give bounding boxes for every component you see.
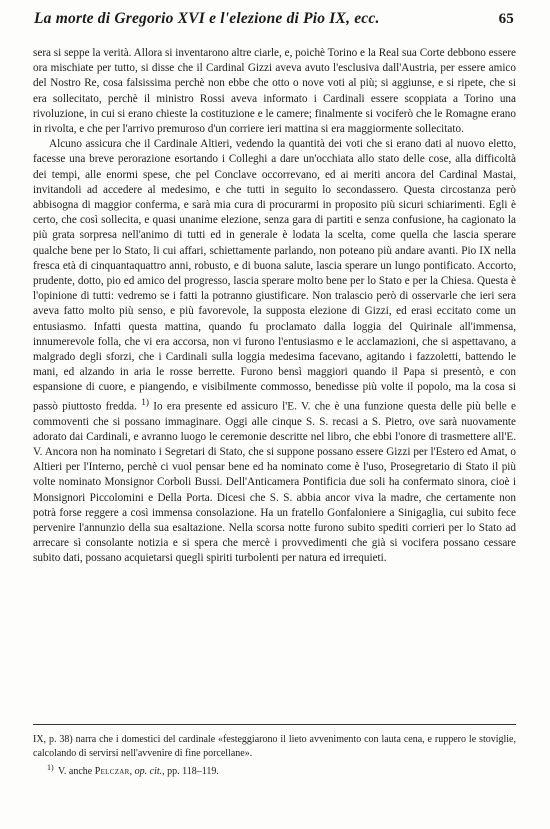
footnote-number: 1)	[47, 762, 54, 772]
footnotes	[33, 733, 516, 779]
running-title: La morte di Gregorio XVI e l'elezione di Pio IX, ecc.	[34, 10, 380, 27]
footnote-work: op. cit.,	[134, 766, 165, 778]
paragraph: sera si seppe la verità. Allora si inventarono altre ciarle, e, poichè Torino e la Real sua Corte debbono essere ora mischiate per tutto, si disse che il Cardinal Gizzi aveva avuto l'esclusiva dall'Austria, per essere amico del Nostro Re, cosa falsissima perchè non ebbe che otto o nove voti al più; si aggiunse, e si ripete, che si era sollecitato, perchè il ministro Rossi aveva informato i Cardinali essere scoppiata a Torino una rivoluzione, in cui si erano chieste la costituzione e le camere; finalmente si vociferò che le Romagne erano in rivolta, e che per l'arrivo premuroso d'un corriere ieri mattina si era maggiormente sollecitato.	[33, 47, 517, 136]
main-text	[33, 46, 516, 567]
running-header	[34, 10, 514, 28]
paragraph-text: Alcuno assicura che il Cardinale Altieri, vedendo la quantità dei voti che si erano dati al nuovo eletto, facesse una breve perorazione esortando i Colleghi a dare un'occhiata allo stato delle cose, alla difficoltà dei tempi, alle enormi spese, che pel Conclave occorrevano, ed ai meriti ancora del Cardinal Mastai, invitandoli ad accedere al medesimo, e che tutti in seguito lo secondassero. Questa circostanza però abbisogna di maggior conferma, e sarà mia cura di procurarmi in proposito più sicuri schiarimenti. Egli è certo, che così sollecita, e quasi unanime elezione, senza gara di partiti e senza confusione, ha cagionato la più grata sorpresa nell'animo di tutti ed in generale è lodata la scelta, come quella che lascia sperare qualche bene per lo Stato, li cui affari, schiettamente parlando, non poteano più andare avanti. Pio IX nella fresca età di cinquantaquattro anni, robusto, e di buona salute, lascia sperare un lungo pontificato. Accorto, prudente, dotto, pio ed amico del progresso, lascia sperare molto bene per lo Stato e per la Chiesa. Questa è l'opinione di tutti: vedremo se i fatti la potranno giustificare. Non tralascio però di osservarle che ieri sera aveva fatto molto più senso, e più favorevole, la supposta elezione di Gizzi, ed erasi eccitato come un entusiasmo. Infatti questa mattina, quando fu proclamato dalla loggia del Quirinale all'immensa, innumerevole folla, che vi era accorsa, non vi furono l'entusiasmo e le acclamazioni, che si aspettavano, a malgrado degli sforzi, che i Cardinali sulla loggia medesima facevano, agitando i fazzoletti, battendo le mani, ed alzando in aria le rosse berrette. Furono bensì maggiori quando il Papa si presentò, e con espansione di cuore, e piangendo, e visibilmente commosso, benedisse più volte il popolo, ma la cosa si passò piuttosto fredda.	[33, 138, 516, 413]
footnote: $^{1)}$ V. anche Pelczar, op. cit., pp. 118–119.	[47, 762, 219, 778]
footnote-divider	[33, 724, 516, 725]
footnote-pages: pp. 118–119.	[167, 766, 219, 778]
footnote-continued: IX, p. 38) narra che i domestici del cardinale «festeggiarono il lieto avvenimento con lauta cena, e ruppero le stoviglie, calcolando di servirsi nell'avvenire di fine porcellane».	[33, 734, 516, 759]
footnote-author: Pelczar	[94, 766, 130, 778]
footnote-ref-prefix: V. anche	[58, 766, 93, 778]
paragraph	[33, 137, 516, 566]
page-number: 65	[498, 11, 514, 27]
paragraph-text: Io era presente ed assicuro l'E. V. che è una funzione questa delle più belle e commoventi che si possano immaginare. Oggi alle cinque S. S. recasi a S. Pietro, ove sarà nuovamente adorato dai Cardinali, e avranno luogo le ceremonie descritte nel libro, che ebbi l'onore di trasmettere all'E. V. Ancora non ha nominato i Segretari di Stato, che si suppone possano essere Gizzi per l'Estero ed Amat, o Altieri per l'Interno, perchè ci vuol pensar bene ed ha nominato come è l'uso, Prosegretario di Stato il più volte nominato Monsignor Corboli Bussi. Dell'Anticamera Pontificia due soli ha confermato sinora, cioè i Monsignori Piccolomini e Della Porta. Dicesi che S. S. abbia ancor viva la madre, che certamente non potrà forse reggere a così immensa consolazione. Ha un fratello Gonfaloniere a Sinigaglia, cui subito fece pervenire l'annunzio della sua esaltazione. Nella scorsa notte furono subito spediti corrieri per lo Stato ad arrecare sì consolante notizia e si spera che mercè i provvedimenti che già si vocifera possano cessare subito dati, possano acquietarsi quegli spiriti turbolenti per natura ed irrequieti.	[33, 400, 517, 565]
footnote-marker: 1)	[141, 397, 150, 408]
